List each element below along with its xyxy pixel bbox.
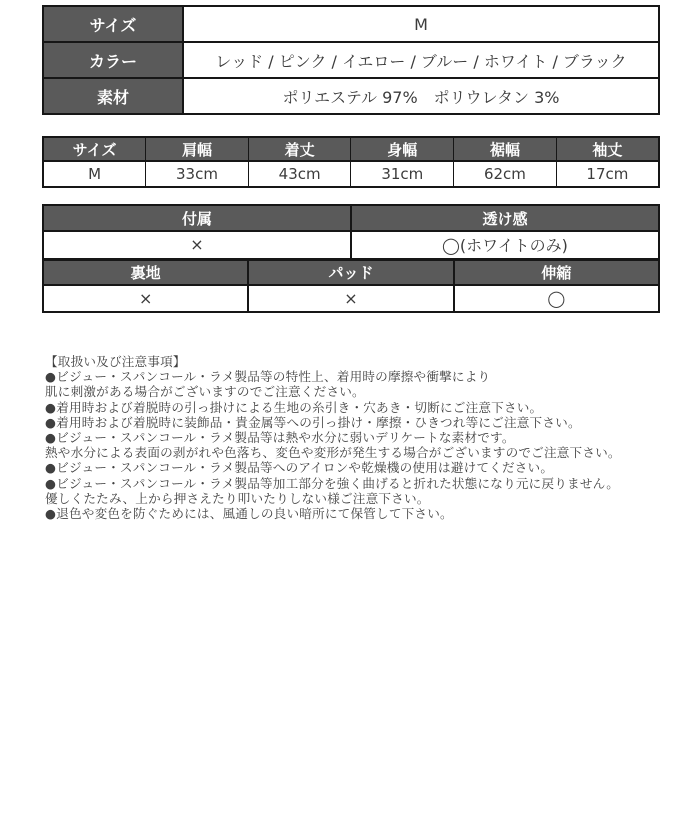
care-note-line: ●ビジュー・スパンコール・ラメ製品等は熱や水分に弱いデリケートな素材です。 <box>45 430 515 446</box>
measure-header-length: 着丈 <box>248 137 351 161</box>
table-row <box>43 161 659 187</box>
measure-value-sleeve: 17cm <box>556 161 659 187</box>
care-notes <box>45 354 677 521</box>
measure-header-width: 身幅 <box>351 137 454 161</box>
feature-value-stretch: ◯ <box>454 285 659 312</box>
care-notes-title: 【取扱い及び注意事項】 <box>45 354 186 369</box>
table-row <box>43 78 659 114</box>
feature-header-sheerness: 透け感 <box>351 205 659 231</box>
spec-size-label: サイズ <box>43 6 183 42</box>
features-table <box>42 204 660 313</box>
care-note-line: ●ビジュー・スパンコール・ラメ製品等へのアイロンや乾燥機の使用は避けてください。 <box>45 460 554 476</box>
measure-value-width: 31cm <box>351 161 454 187</box>
feature-value-accessory: × <box>43 231 351 259</box>
table-row <box>43 231 659 259</box>
feature-header-pad: パッド <box>248 259 453 285</box>
spec-table <box>42 5 660 115</box>
feature-value-pad: × <box>248 285 453 312</box>
table-row <box>43 42 659 78</box>
measurements-table <box>42 136 660 188</box>
table-header-row <box>43 137 659 161</box>
spec-material-label: 素材 <box>43 78 183 114</box>
measure-value-shoulder: 33cm <box>146 161 249 187</box>
care-note-line: ●ビジュー・スパンコール・ラメ製品等加工部分を強く曲げると折れた状態になり元に戻りません。 <box>45 475 619 491</box>
care-note-line: ●着用時および着脱時の引っ掛けによる生地の糸引き・穴あき・切断にご注意下さい。 <box>45 399 543 415</box>
care-note-line: ●退色や変色を防ぐためには、風通しの良い暗所にて保管して下さい。 <box>45 506 453 522</box>
table-row <box>43 6 659 42</box>
measure-value-size: M <box>43 161 146 187</box>
measure-value-hem: 62cm <box>454 161 557 187</box>
care-note-line: 肌に刺激がある場合がございますのでご注意ください。 <box>45 384 365 400</box>
feature-header-lining: 裏地 <box>43 259 248 285</box>
feature-value-lining: × <box>43 285 248 312</box>
care-note-line: 優しくたたみ、上から押さえたり叩いたりしない様ご注意下さい。 <box>45 490 430 506</box>
measure-header-shoulder: 肩幅 <box>146 137 249 161</box>
spec-size-value: M <box>183 6 659 42</box>
table-header-row <box>43 205 659 231</box>
measure-header-size: サイズ <box>43 137 146 161</box>
measure-value-length: 43cm <box>248 161 351 187</box>
care-note-line: ●ビジュー・スパンコール・ラメ製品等の特性上、着用時の摩擦や衝撃により <box>45 369 491 385</box>
measure-header-hem: 裾幅 <box>454 137 557 161</box>
spec-material-value: ポリエステル 97% ポリウレタン 3% <box>183 78 659 114</box>
care-note-line: 熱や水分による表面の剥がれや色落ち、変色や変形が発生する場合がございますのでご注意下さい。 <box>45 445 621 461</box>
measure-header-sleeve: 袖丈 <box>556 137 659 161</box>
spec-color-label: カラー <box>43 42 183 78</box>
table-row <box>43 285 659 312</box>
care-note-line: ●着用時および着脱時に装飾品・貴金属等への引っ掛け・摩擦・ひきつれ等にご注意下さい。 <box>45 414 581 430</box>
feature-header-accessory: 付属 <box>43 205 351 231</box>
feature-header-stretch: 伸縮 <box>454 259 659 285</box>
spec-color-value: レッド / ピンク / イエロー / ブルー / ホワイト / ブラック <box>183 42 659 78</box>
table-header-row <box>43 259 659 285</box>
feature-value-sheerness: ◯(ホワイトのみ) <box>351 231 659 259</box>
